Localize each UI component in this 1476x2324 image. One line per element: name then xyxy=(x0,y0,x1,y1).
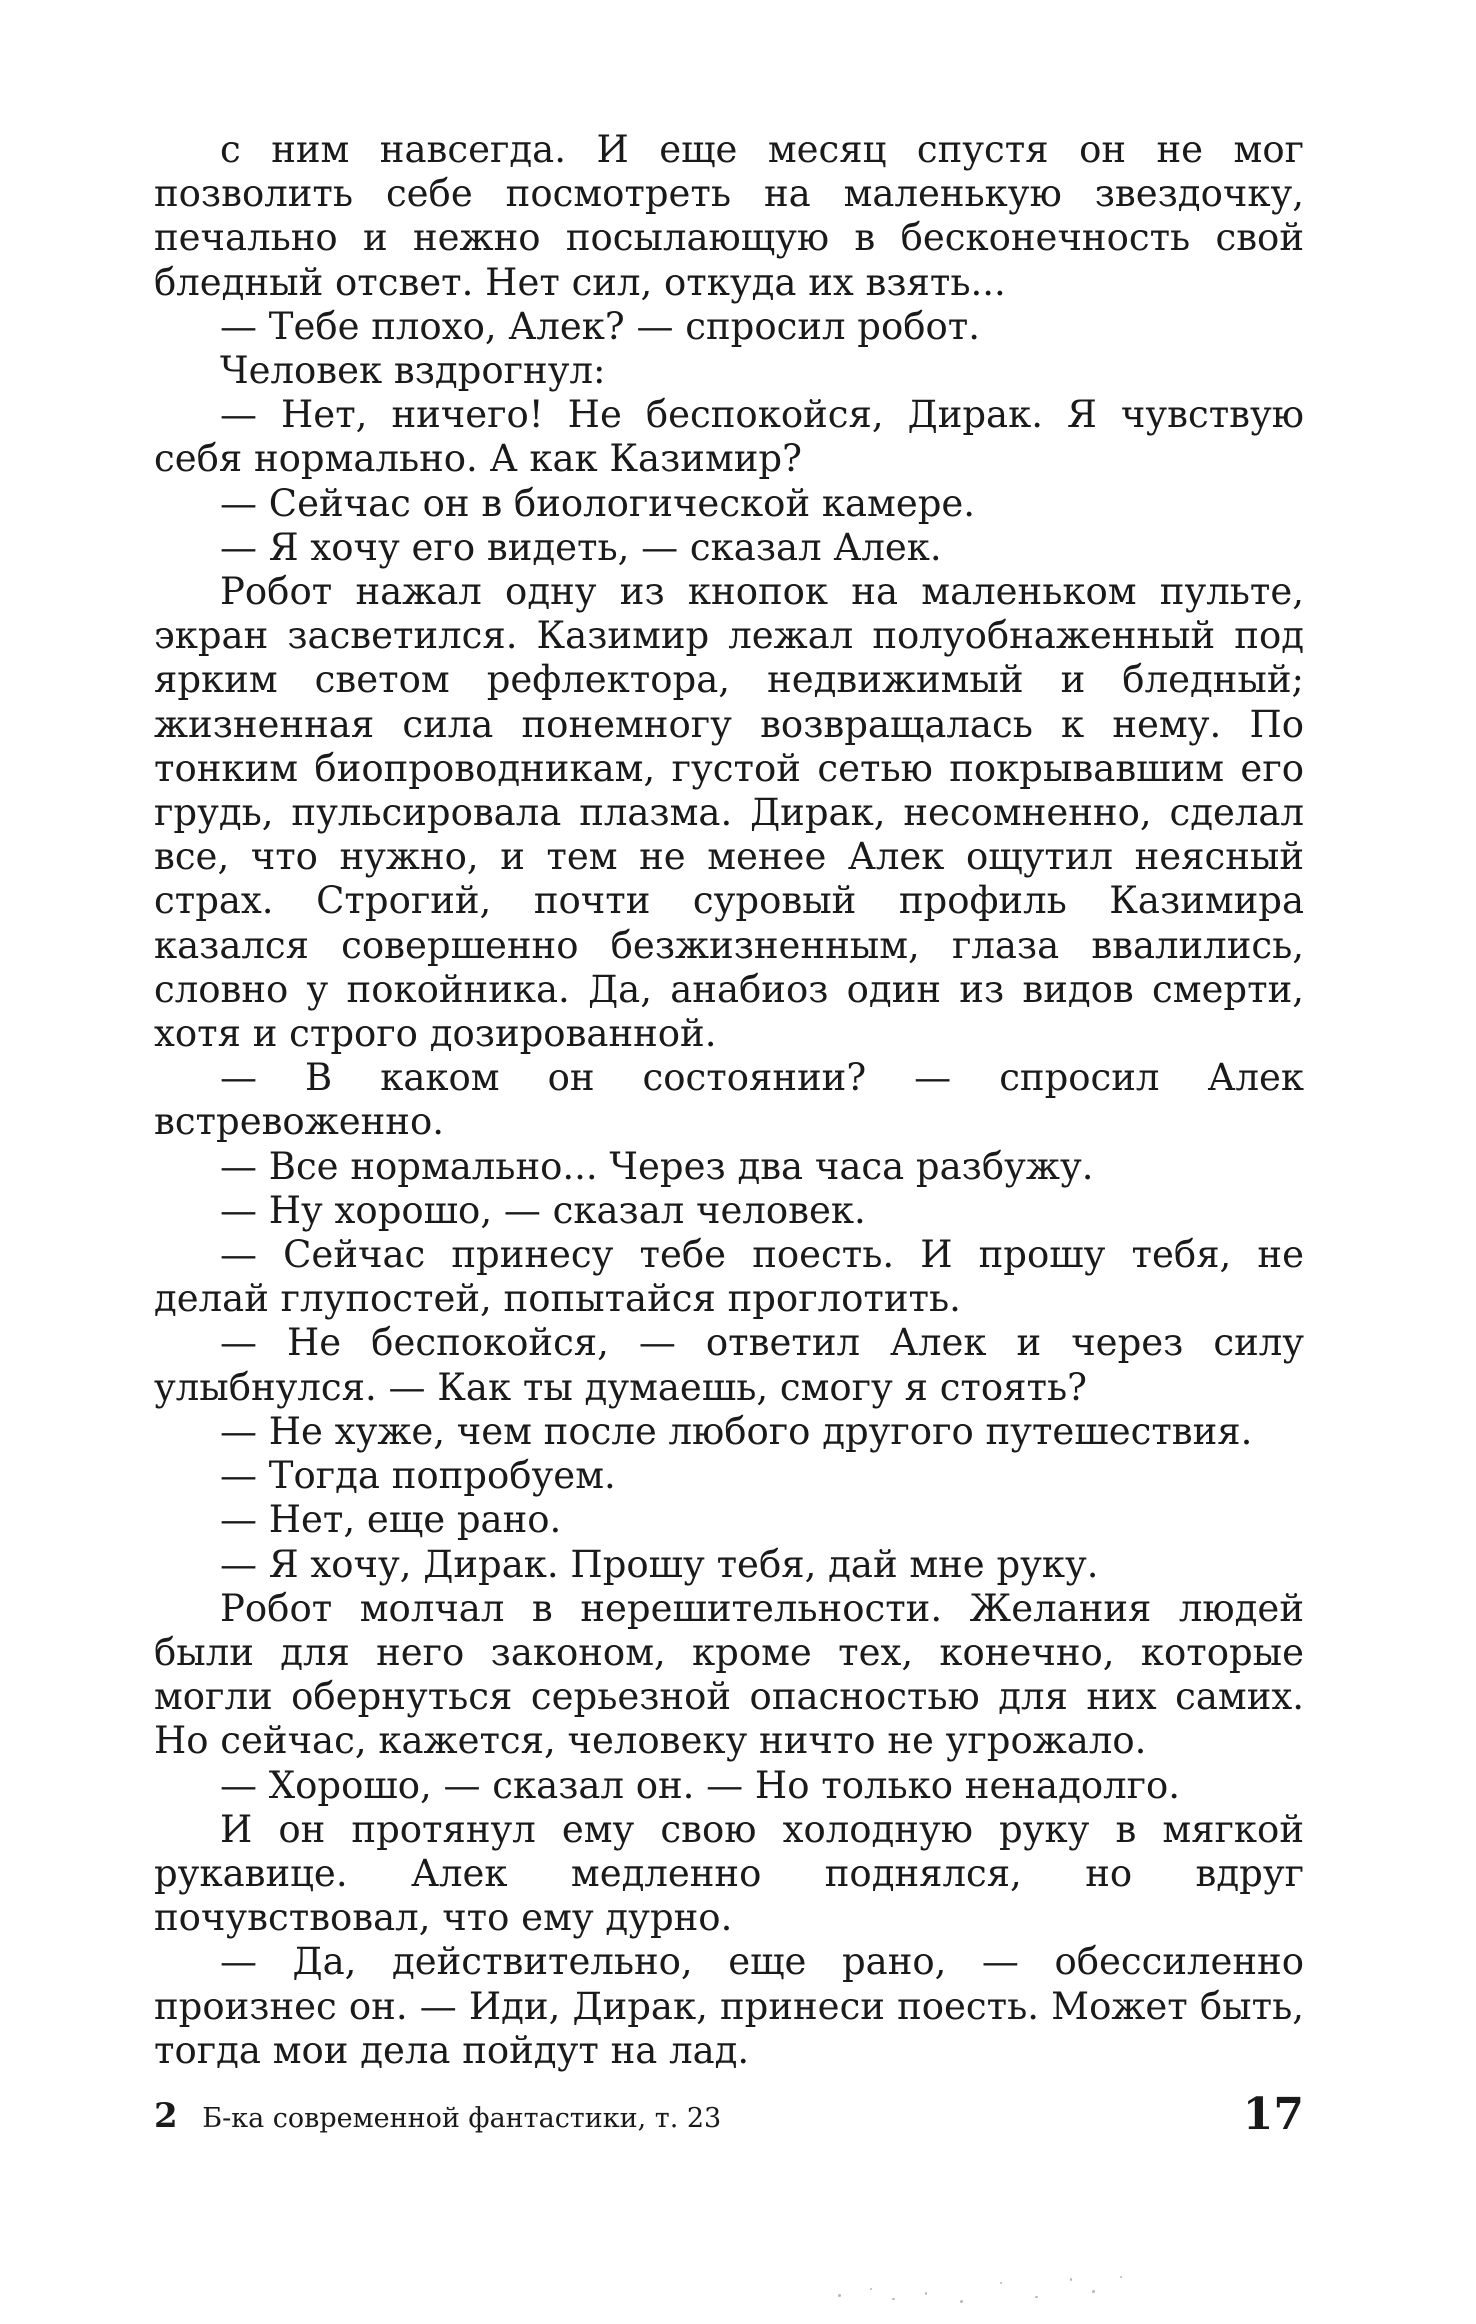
book-title: Б-ка современной фантастики, т. 23 xyxy=(202,2103,722,2134)
page-body xyxy=(154,128,1304,2073)
paragraph: — Хорошо, — сказал он. — Но только ненадолго. xyxy=(220,1763,1181,1807)
paragraph: — Все нормально... Через два часа разбужу. xyxy=(220,1144,1094,1188)
paragraph: — Нет, ничего! Не беспокойся, Дирак. Я чувствую себя нормально. А как Казимир? xyxy=(154,393,1304,481)
paragraph: — Тогда попробуем. xyxy=(220,1454,616,1498)
paragraph: — Не беспокойся, — ответил Алек и через силу улыбнулся. — Как ты думаешь, смогу я стоять? xyxy=(154,1321,1304,1409)
paragraph: — Тебе плохо, Алек? — спросил робот. xyxy=(220,304,981,348)
paragraph: с ним навсегда. И еще месяц спустя он не мог позволить себе посмотреть на маленькую звездочку, печально и нежно посылающую в бесконечность свой бледный отсвет. Нет сил, откуда их взять... xyxy=(154,128,1304,304)
paragraph: — В каком он состоянии? — спросил Алек встревоженно. xyxy=(154,1056,1304,1144)
signature-mark: 2 xyxy=(154,2096,178,2136)
footer-book-info xyxy=(154,2096,721,2139)
page-footer xyxy=(154,2089,1304,2146)
paragraph: — Ну хорошо, — сказал человек. xyxy=(220,1188,866,1232)
paragraph: — Сейчас он в биологической камере. xyxy=(220,481,976,525)
paragraph: — Да, действительно, еще рано, — обессиленно произнес он. — Иди, Дирак, принеси поесть. Может быть, тогда мои дела пойдут на лад. xyxy=(154,1940,1304,2072)
paragraph: И он протянул ему свою холодную руку в мягкой рукавице. Алек медленно поднялся, но вдруг почувствовал, что ему дурно. xyxy=(154,1807,1304,1940)
paragraph: — Нет, еще рано. xyxy=(220,1498,562,1542)
paragraph: Робот молчал в нерешительности. Желания людей были для него законом, кроме тех, конечно, которые могли обернуться серьезной опасностью для них самих. Но сейчас, кажется, человеку ничто не угрожало. xyxy=(154,1586,1304,1763)
text-block xyxy=(154,128,1304,2073)
paragraph: — Не хуже, чем после любого другого путешествия. xyxy=(220,1409,1253,1453)
paragraph: — Я хочу его видеть, — сказал Алек. xyxy=(220,525,942,569)
scan-specks xyxy=(830,2270,1170,2310)
paragraph: Робот нажал одну из кнопок на маленьком пульте, экран засветился. Казимир лежал полуобнаженный под ярким светом рефлектора, недвижимый и бледный; жизненная сила понемногу возвращалась к нему. По тонким биопроводникам, густой сетью покрывавшим его грудь, пульсировала плазма. Дирак, несомненно, сделал все, что нужно, и тем не менее Алек ощутил неясный страх. Строгий, почти суровый профиль Казимира казался совершенно безжизненным, глаза ввалились, словно у покойника. Да, анабиоз один из видов смерти, хотя и строго дозированной. xyxy=(154,570,1304,1056)
paragraph: Человек вздрогнул: xyxy=(220,349,606,393)
paragraph: — Я хочу, Дирак. Прошу тебя, дай мне руку. xyxy=(220,1542,1099,1586)
page-number: 17 xyxy=(1242,2089,1304,2140)
paragraph: — Сейчас принесу тебе поесть. И прошу тебя, не делай глупостей, попытайся проглотить. xyxy=(154,1233,1304,1321)
